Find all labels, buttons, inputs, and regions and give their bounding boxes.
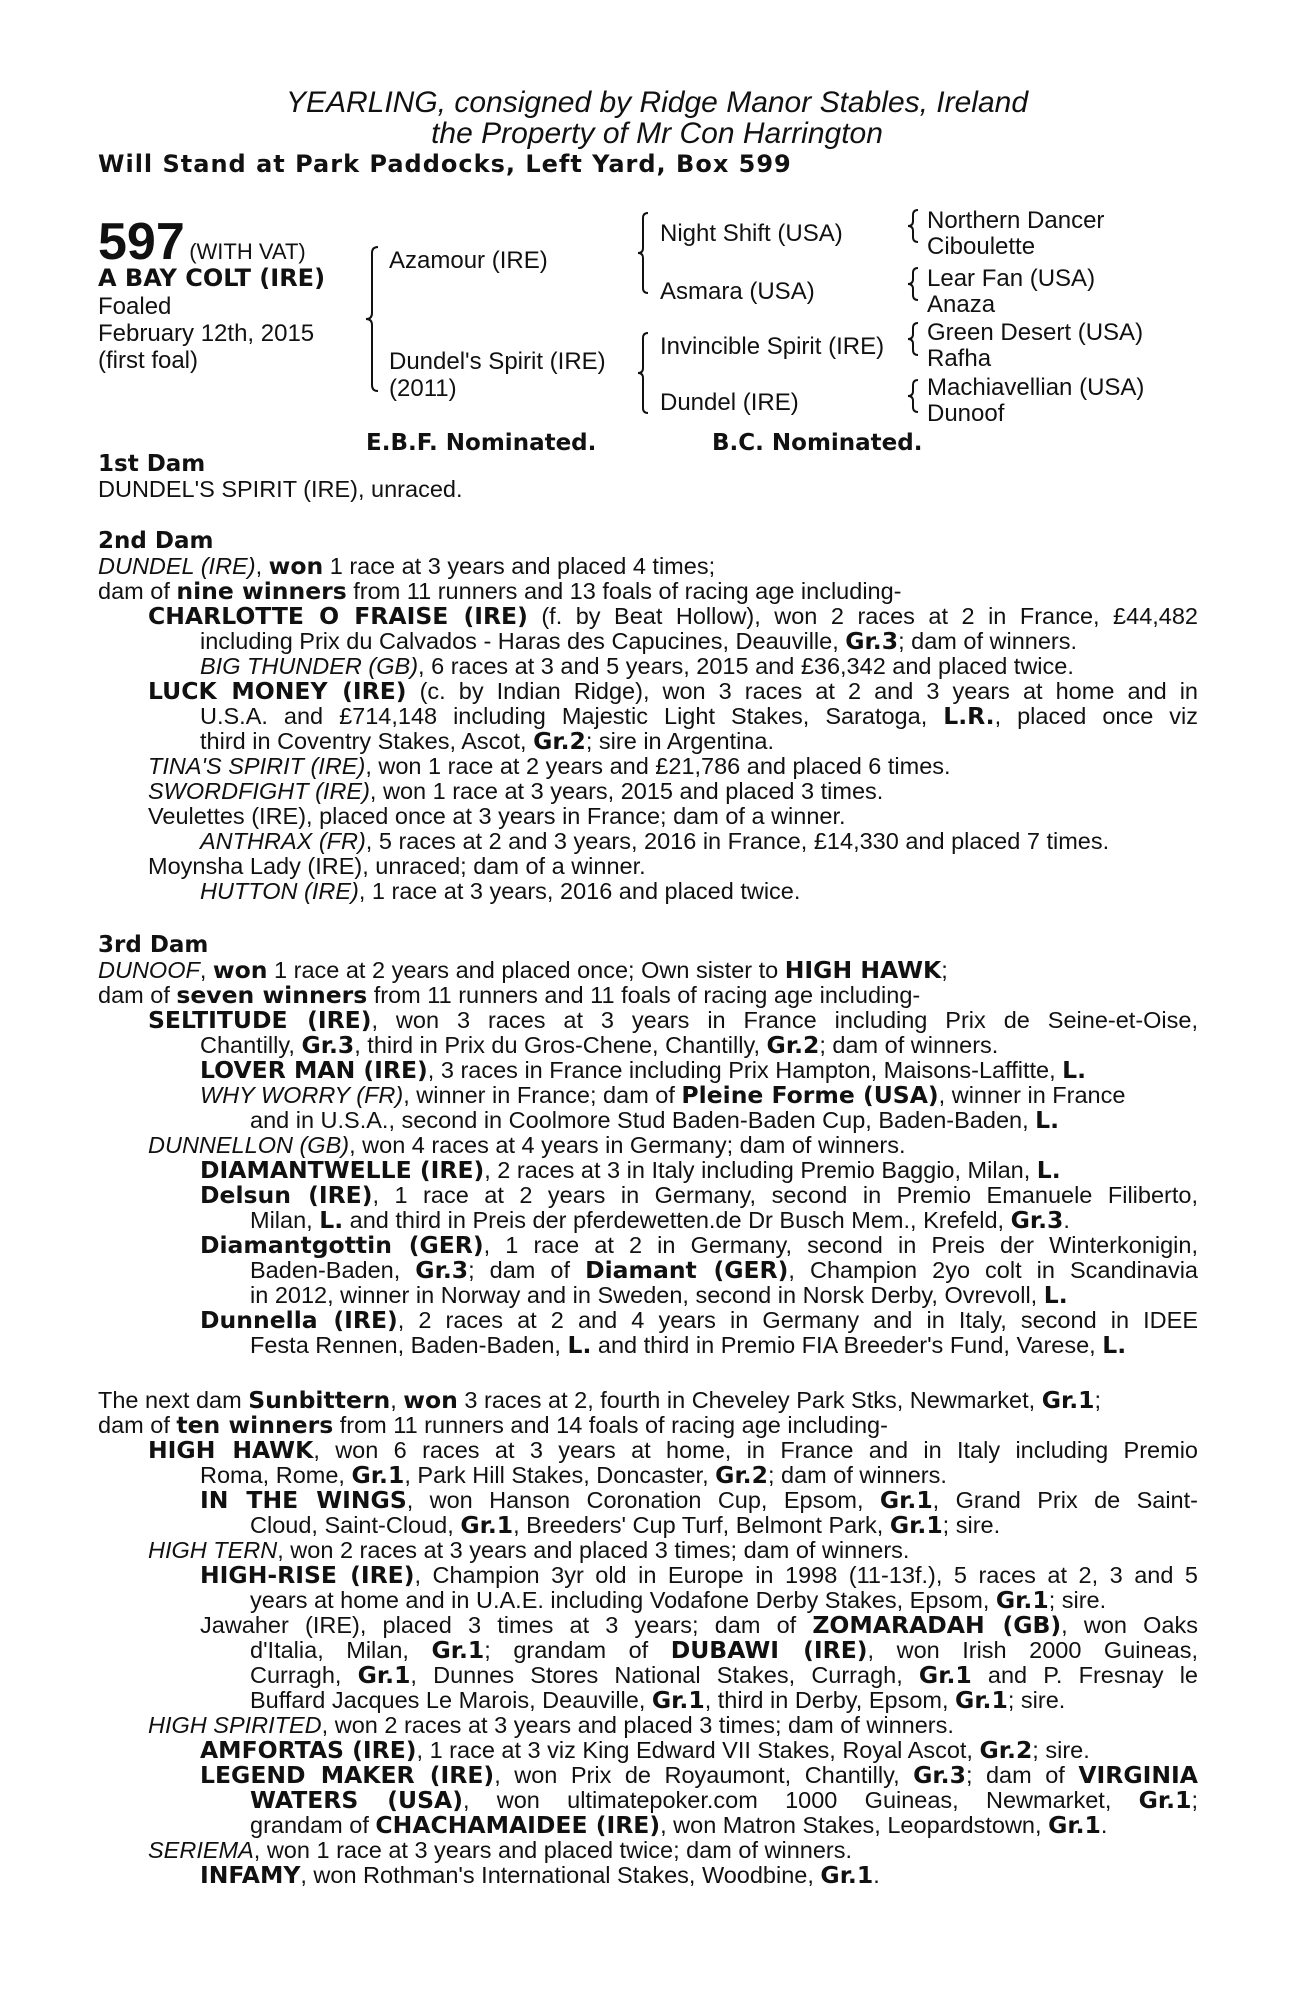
first-dam-heading: 1st Dam (98, 451, 206, 477)
third-dam-line: Dunnella (IRE), 2 races at 2 and 4 years in Germany and in Italy, second in IDEE (200, 1306, 1198, 1334)
foaled-date: February 12th, 2015 (98, 320, 315, 347)
next-dam-line: INFAMY, won Rothman's International Stakes, Woodbine, Gr.1. (200, 1861, 880, 1889)
dsd: Rafha (927, 345, 992, 372)
third-dam-line: LOVER MAN (IRE), 3 races in France including Prix Hampton, Maisons-Laffitte, L. (200, 1056, 1087, 1084)
third-dam-line: Chantilly, Gr.3, third in Prix du Gros-Chene, Chantilly, Gr.2; dam of winners. (200, 1031, 999, 1059)
second-dam-line: SWORDFIGHT (IRE), won 1 race at 3 years, 2015 and placed 3 times. (148, 778, 884, 804)
header-property: the Property of Mr Con Harrington (431, 117, 883, 150)
next-dam-line: Curragh, Gr.1, Dunnes Stores National Stakes, Curragh, Gr.1 and P. Fresnay le (250, 1661, 1198, 1689)
dam: Dundel's Spirit (IRE) (389, 348, 606, 375)
next-dam-line: The next dam Sunbittern, won 3 races at 2, fourth in Cheveley Park Stks, Newmarket, Gr.1; (98, 1386, 1102, 1414)
ssd: Ciboulette (927, 233, 1036, 260)
next-dam-line: HIGH SPIRITED, won 2 races at 3 years and placed 3 times; dam of winners. (148, 1712, 954, 1738)
vat-note: (WITH VAT) (189, 239, 306, 264)
next-dam-line: dam of ten winners from 11 runners and 14 foals of racing age including- (98, 1411, 888, 1439)
sss: Northern Dancer (927, 207, 1105, 234)
sdd: Anaza (927, 291, 996, 318)
next-dam-line: Roma, Rome, Gr.1, Park Hill Stakes, Doncaster, Gr.2; dam of winners. (200, 1461, 947, 1489)
next-dam-line: HIGH-RISE (IRE), Champion 3yr old in Europe in 1998 (11-13f.), 5 races at 2, 3 and 5 (200, 1561, 1198, 1589)
next-dam-line: years at home and in U.A.E. including Vodafone Derby Stakes, Epsom, Gr.1; sire. (250, 1586, 1107, 1614)
ddd: Dunoof (927, 400, 1005, 427)
third-dam-line: DUNOOF, won 1 race at 2 years and placed once; Own sister to HIGH HAWK; (98, 956, 948, 984)
bc-nominated: B.C. Nominated. (712, 430, 923, 456)
dds: Machiavellian (USA) (927, 374, 1145, 401)
third-dam-line: dam of seven winners from 11 runners and 11 foals of racing age including- (98, 981, 921, 1009)
sds: Lear Fan (USA) (927, 265, 1096, 292)
sire-dam: Asmara (USA) (660, 278, 815, 305)
first-dam-text: DUNDEL'S SPIRIT (IRE), unraced. (98, 476, 463, 502)
third-dam-line: Delsun (IRE), 1 race at 2 years in Germany, second in Premio Emanuele Filiberto, (200, 1181, 1198, 1209)
lot-number: 597 (98, 213, 185, 271)
third-dam-line: and in U.S.A., second in Coolmore Stud Baden-Baden Cup, Baden-Baden, L. (250, 1106, 1060, 1134)
second-dam-line: Moynsha Lady (IRE), unraced; dam of a winner. (148, 853, 646, 879)
second-dam-line: DUNDEL (IRE), won 1 race at 3 years and placed 4 times; (98, 552, 716, 580)
dam-sire: Invincible Spirit (IRE) (660, 333, 885, 360)
second-dam-line: U.S.A. and £714,148 including Majestic Light Stakes, Saratoga, L.R., placed once viz (200, 702, 1199, 730)
second-dam-line: ANTHRAX (FR), 5 races at 2 and 3 years, 2016 in France, £14,330 and placed 7 times. (200, 828, 1110, 854)
next-dam-line: IN THE WINGS, won Hanson Coronation Cup, Epsom, Gr.1, Grand Prix de Saint- (200, 1486, 1198, 1514)
third-dam-line: in 2012, winner in Norway and in Sweden, second in Norsk Derby, Ovrevoll, L. (250, 1281, 1068, 1309)
next-dam-line: Cloud, Saint-Cloud, Gr.1, Breeders' Cup Turf, Belmont Park, Gr.1; sire. (250, 1511, 1001, 1539)
next-dam-line: LEGEND MAKER (IRE), won Prix de Royaumont, Chantilly, Gr.3; dam of VIRGINIA (200, 1761, 1198, 1789)
third-dam-line: Baden-Baden, Gr.3; dam of Diamant (GER), Champion 2yo colt in Scandinavia (250, 1256, 1199, 1284)
second-dam-line: dam of nine winners from 11 runners and 13 foals of racing age including- (98, 577, 902, 605)
next-dam-line: HIGH TERN, won 2 races at 3 years and placed 3 times; dam of winners. (148, 1537, 910, 1563)
second-dam-line: third in Coventry Stakes, Ascot, Gr.2; sire in Argentina. (200, 727, 774, 755)
second-dam-line: including Prix du Calvados - Haras des Capucines, Deauville, Gr.3; dam of winners. (200, 627, 1078, 655)
third-dam-line: Festa Rennen, Baden-Baden, L. and third in Premio FIA Breeder's Fund, Varese, L. (250, 1331, 1127, 1359)
dss: Green Desert (USA) (927, 319, 1144, 346)
sire-sire: Night Shift (USA) (660, 220, 843, 247)
dam-year: (2011) (389, 375, 457, 402)
sire: Azamour (IRE) (389, 247, 548, 274)
second-dam-line: CHARLOTTE O FRAISE (IRE) (f. by Beat Hollow), won 2 races at 2 in France, £44,482 (148, 602, 1198, 630)
third-dam-line: WHY WORRY (FR), winner in France; dam of Pleine Forme (USA), winner in France (200, 1081, 1126, 1109)
second-dam-line: LUCK MONEY (IRE) (c. by Indian Ridge), won 3 races at 2 and 3 years at home and in (148, 677, 1198, 705)
lot-title: A BAY COLT (IRE) (98, 264, 326, 292)
next-dam-line: Buffard Jacques Le Marois, Deauville, Gr.1, third in Derby, Epsom, Gr.1; sire. (250, 1686, 1066, 1714)
header-consignor: YEARLING, consigned by Ridge Manor Stables, Ireland (285, 86, 1029, 119)
third-dam-line: SELTITUDE (IRE), won 3 races at 3 years in France including Prix de Seine-et-Oise, (148, 1006, 1198, 1034)
third-dam-line: Milan, L. and third in Preis der pferdewetten.de Dr Busch Mem., Krefeld, Gr.3. (250, 1206, 1070, 1234)
second-dam-line: BIG THUNDER (GB), 6 races at 3 and 5 years, 2015 and £36,342 and placed twice. (200, 653, 1074, 679)
foal-note: (first foal) (98, 347, 199, 374)
third-dam-line: Diamantgottin (GER), 1 race at 2 in Germany, second in Preis der Winterkonigin, (200, 1231, 1198, 1259)
second-dam-line: Veulettes (IRE), placed once at 3 years in France; dam of a winner. (148, 803, 846, 829)
next-dam-line: HIGH HAWK, won 6 races at 3 years at home, in France and in Italy including Premio (148, 1436, 1198, 1464)
second-dam-line: HUTTON (IRE), 1 race at 3 years, 2016 and placed twice. (200, 878, 801, 904)
header-location: Will Stand at Park Paddocks, Left Yard, Box 599 (98, 150, 792, 178)
third-dam-heading: 3rd Dam (98, 932, 209, 958)
next-dam-line: AMFORTAS (IRE), 1 race at 3 viz King Edward VII Stakes, Royal Ascot, Gr.2; sire. (200, 1736, 1090, 1764)
dam-dam: Dundel (IRE) (660, 389, 799, 416)
second-dam-heading: 2nd Dam (98, 528, 214, 554)
next-dam-line: SERIEMA, won 1 race at 3 years and placed twice; dam of winners. (148, 1837, 853, 1863)
next-dam-line: WATERS (USA), won ultimatepoker.com 1000 Guineas, Newmarket, Gr.1; (250, 1786, 1198, 1814)
foaled-label: Foaled (98, 293, 172, 320)
next-dam-line: Jawaher (IRE), placed 3 times at 3 years; dam of ZOMARADAH (GB), won Oaks (200, 1611, 1198, 1639)
second-dam-line: TINA'S SPIRIT (IRE), won 1 race at 2 years and £21,786 and placed 6 times. (148, 753, 951, 779)
third-dam-line: DIAMANTWELLE (IRE), 2 races at 3 in Italy including Premio Baggio, Milan, L. (200, 1156, 1061, 1184)
ebf-nominated: E.B.F. Nominated. (366, 430, 597, 456)
next-dam-line: d'Italia, Milan, Gr.1; grandam of DUBAWI (IRE), won Irish 2000 Guineas, (250, 1636, 1198, 1664)
next-dam-line: grandam of CHACHAMAIDEE (IRE), won Matron Stakes, Leopardstown, Gr.1. (250, 1811, 1108, 1839)
third-dam-line: DUNNELLON (GB), won 4 races at 4 years in Germany; dam of winners. (148, 1132, 906, 1158)
